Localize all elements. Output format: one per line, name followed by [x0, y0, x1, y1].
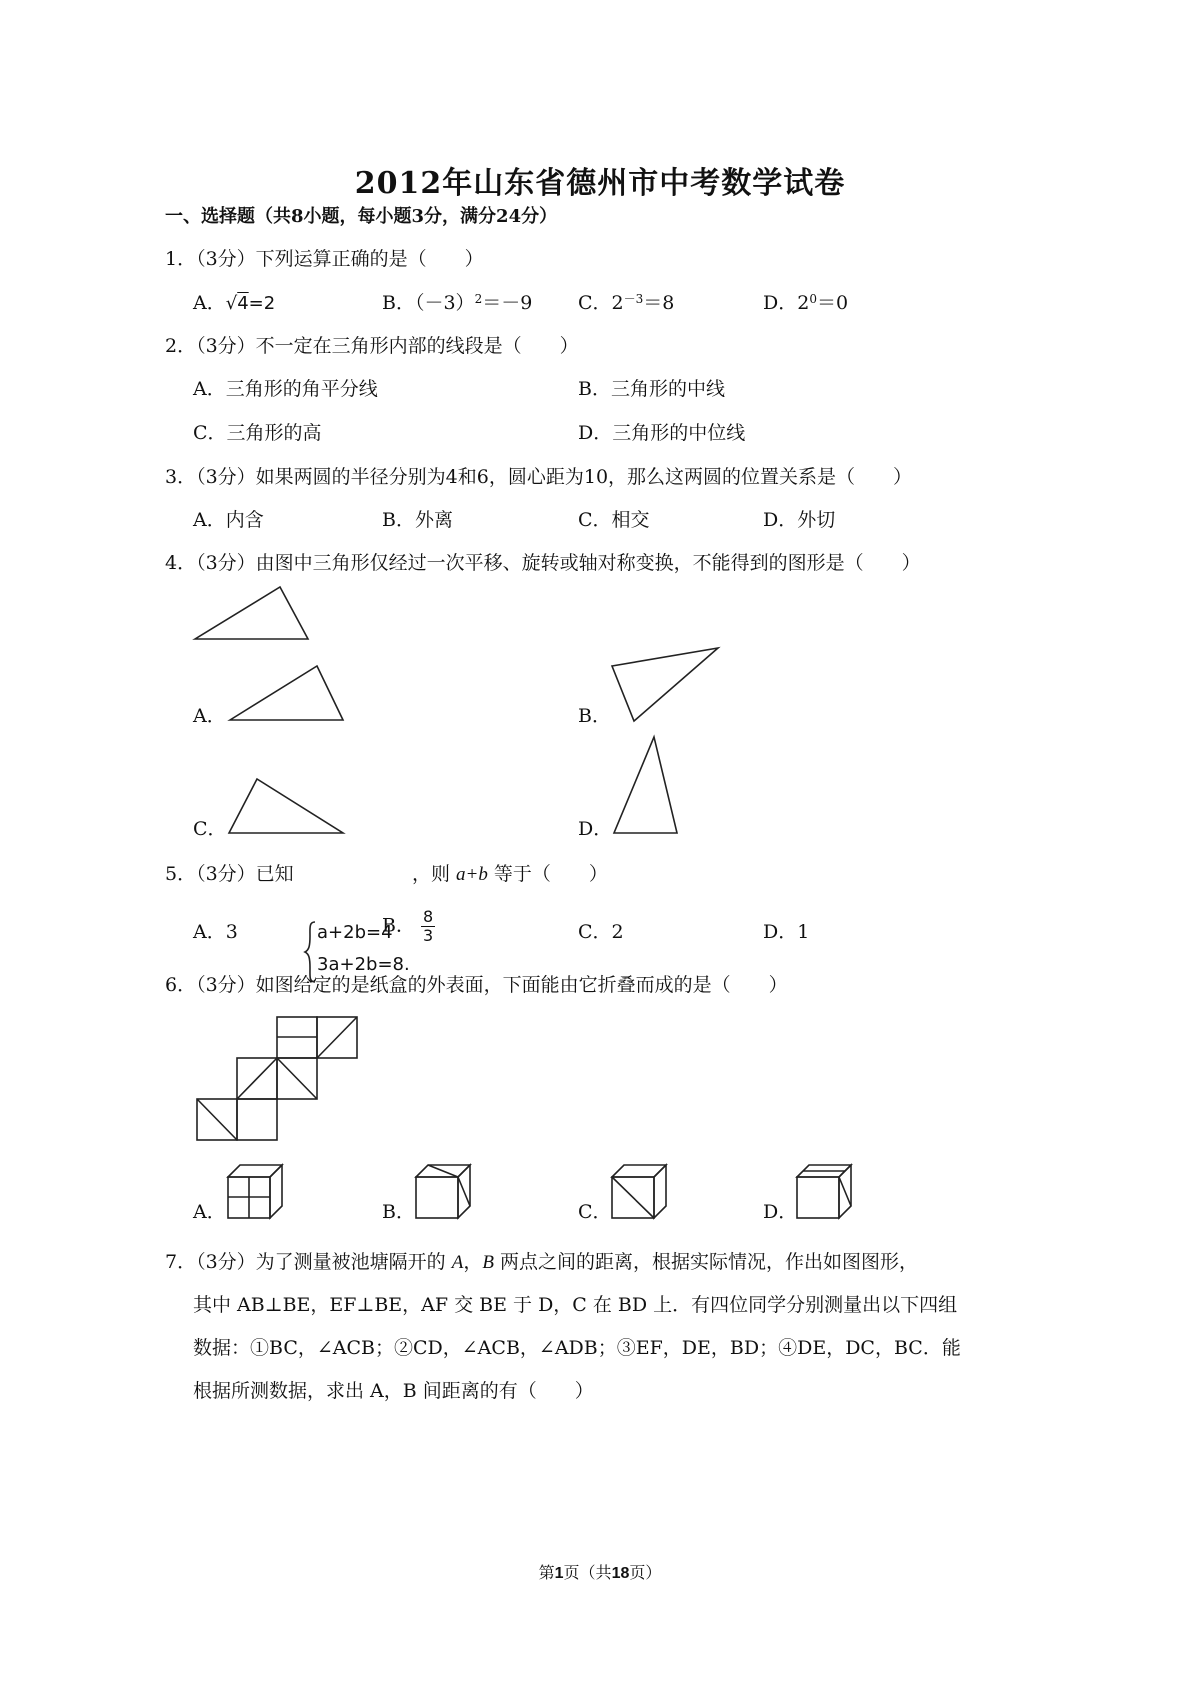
- q6-option-a-cube: [226, 1163, 284, 1221]
- question-3-stem: 3．（3分）如果两圆的半径分别为4和6，圆心距为10，那么这两圆的位置关系是（ ）: [165, 466, 913, 488]
- q3-option-c: C．相交: [578, 509, 650, 531]
- q4-option-a-label: A．: [193, 705, 226, 727]
- footer-mid: 页（共: [563, 1563, 612, 1582]
- q7-point-b: B: [482, 1252, 494, 1273]
- q6-option-d-cube: [795, 1163, 853, 1221]
- q1-option-c-rest: ＝8: [643, 292, 675, 314]
- question-2-stem: 2．（3分）不一定在三角形内部的线段是（ ）: [165, 335, 579, 357]
- q1-option-c-exp: －3: [623, 292, 644, 306]
- q5-stem-end: 等于（ ）: [487, 863, 608, 885]
- q3-option-a: A．内含: [193, 509, 264, 531]
- q1-option-d: [763, 291, 848, 315]
- q6-option-b-cube: [414, 1163, 472, 1221]
- question-6-stem: 6．（3分）如图给定的是纸盒的外表面，下面能由它折叠而成的是（ ）: [165, 974, 788, 996]
- q1-option-c-base: 2: [611, 292, 624, 314]
- q3-option-d: D．外切: [763, 509, 836, 531]
- q7-sep: ，: [463, 1251, 483, 1273]
- q5-option-c: C．2: [578, 921, 624, 943]
- q5-option-d: D．1: [763, 921, 810, 943]
- q1-option-d-exp: 0: [809, 292, 817, 306]
- q2-option-a: A．三角形的角平分线: [193, 378, 378, 400]
- q4-option-a-triangle: [225, 662, 350, 724]
- q4-option-d-triangle: [610, 733, 682, 837]
- q1-option-b-exp: 2: [474, 292, 483, 306]
- q1-option-d-base: 2: [797, 292, 810, 314]
- footer-pre: 第: [538, 1563, 555, 1582]
- q7-point-a: A: [451, 1252, 464, 1273]
- question-7-line-4: 根据所测数据，求出 A，B 间距离的有（ ）: [193, 1380, 594, 1402]
- q2-option-d: D．三角形的中位线: [578, 422, 746, 444]
- q6-option-c-cube: [610, 1163, 668, 1221]
- q1-option-a-label: A．: [193, 292, 226, 314]
- q4-option-b-triangle: [608, 644, 723, 726]
- numerator: 8: [422, 907, 434, 926]
- q1-option-c: [578, 291, 674, 315]
- q3-option-b: B．外离: [382, 509, 453, 531]
- q7-line1-pre: 7．（3分）为了测量被池塘隔开的: [165, 1251, 452, 1273]
- equation-2: 3a+2b=8.: [317, 954, 410, 975]
- q1-option-b-label: B．: [382, 292, 415, 314]
- question-7-line-2: 其中 AB⊥BE，EF⊥BE，AF 交 BE 于 D，C 在 BD 上．有四位同学分别测量出以下四组: [193, 1294, 958, 1316]
- footer-total-pages: 18: [611, 1565, 630, 1582]
- q1-option-b-base: （－3）: [414, 292, 475, 314]
- q2-option-b: B．三角形的中线: [578, 378, 725, 400]
- q6-option-d-label: D．: [763, 1201, 798, 1223]
- q1-option-d-rest: ＝0: [816, 292, 849, 314]
- q5-option-a: A．3: [193, 921, 238, 943]
- q5-stem-mid: ，则: [412, 863, 457, 885]
- question-5-stem-post: [412, 862, 608, 887]
- section-heading: 一、选择题（共8小题，每小题3分，满分24分）: [165, 206, 558, 227]
- footer-page-number: 1: [554, 1565, 564, 1582]
- q4-option-c-triangle: [225, 775, 350, 837]
- q5-option-b-label: B．: [382, 914, 415, 937]
- question-7-line-3: 数据：①BC，∠ACB；②CD，∠ACB，∠ADB；③EF，DE，BD；④DE，DC，BC．能: [193, 1337, 961, 1359]
- question-1-stem: 1．（3分）下列运算正确的是（ ）: [165, 248, 484, 270]
- q1-option-c-label: C．: [578, 292, 612, 314]
- q1-option-a-value: =2: [248, 293, 276, 314]
- page-title: 2012年山东省德州市中考数学试卷: [354, 166, 846, 201]
- q6-option-a-label: A．: [193, 1201, 226, 1223]
- q1-option-b: [382, 291, 532, 315]
- footer-post: 页）: [629, 1563, 662, 1582]
- q4-option-b-label: B．: [578, 705, 611, 727]
- q4-option-c-label: C．: [193, 818, 227, 840]
- q2-option-c: C．三角形的高: [193, 422, 322, 444]
- page-footer: [0, 1560, 1200, 1583]
- fraction: [421, 908, 435, 945]
- radicand: 4: [237, 293, 249, 314]
- question-4-stem: 4．（3分）由图中三角形仅经过一次平移、旋转或轴对称变换，不能得到的图形是（ ）: [165, 552, 921, 574]
- q1-option-a: [193, 291, 275, 316]
- q5-option-b: [382, 908, 435, 945]
- q7-line1-post: 两点之间的距离，根据实际情况，作出如图图形，: [493, 1251, 918, 1273]
- equation-1: a+2b=4: [317, 922, 393, 943]
- denominator: 3: [422, 926, 434, 945]
- question-7-line-1: [165, 1250, 918, 1275]
- question-5-stem-pre: 5．（3分）已知: [165, 863, 294, 885]
- q4-original-triangle: [190, 583, 315, 643]
- q1-option-b-rest: ＝－9: [482, 292, 533, 314]
- q5-variable: a+b: [456, 864, 488, 885]
- sqrt-sign: √4: [225, 293, 249, 314]
- q1-option-d-label: D．: [763, 292, 798, 314]
- q6-cube-net: [195, 1015, 361, 1143]
- q4-option-d-label: D．: [578, 818, 613, 840]
- q6-option-b-label: B．: [382, 1201, 415, 1223]
- q6-option-c-label: C．: [578, 1201, 612, 1223]
